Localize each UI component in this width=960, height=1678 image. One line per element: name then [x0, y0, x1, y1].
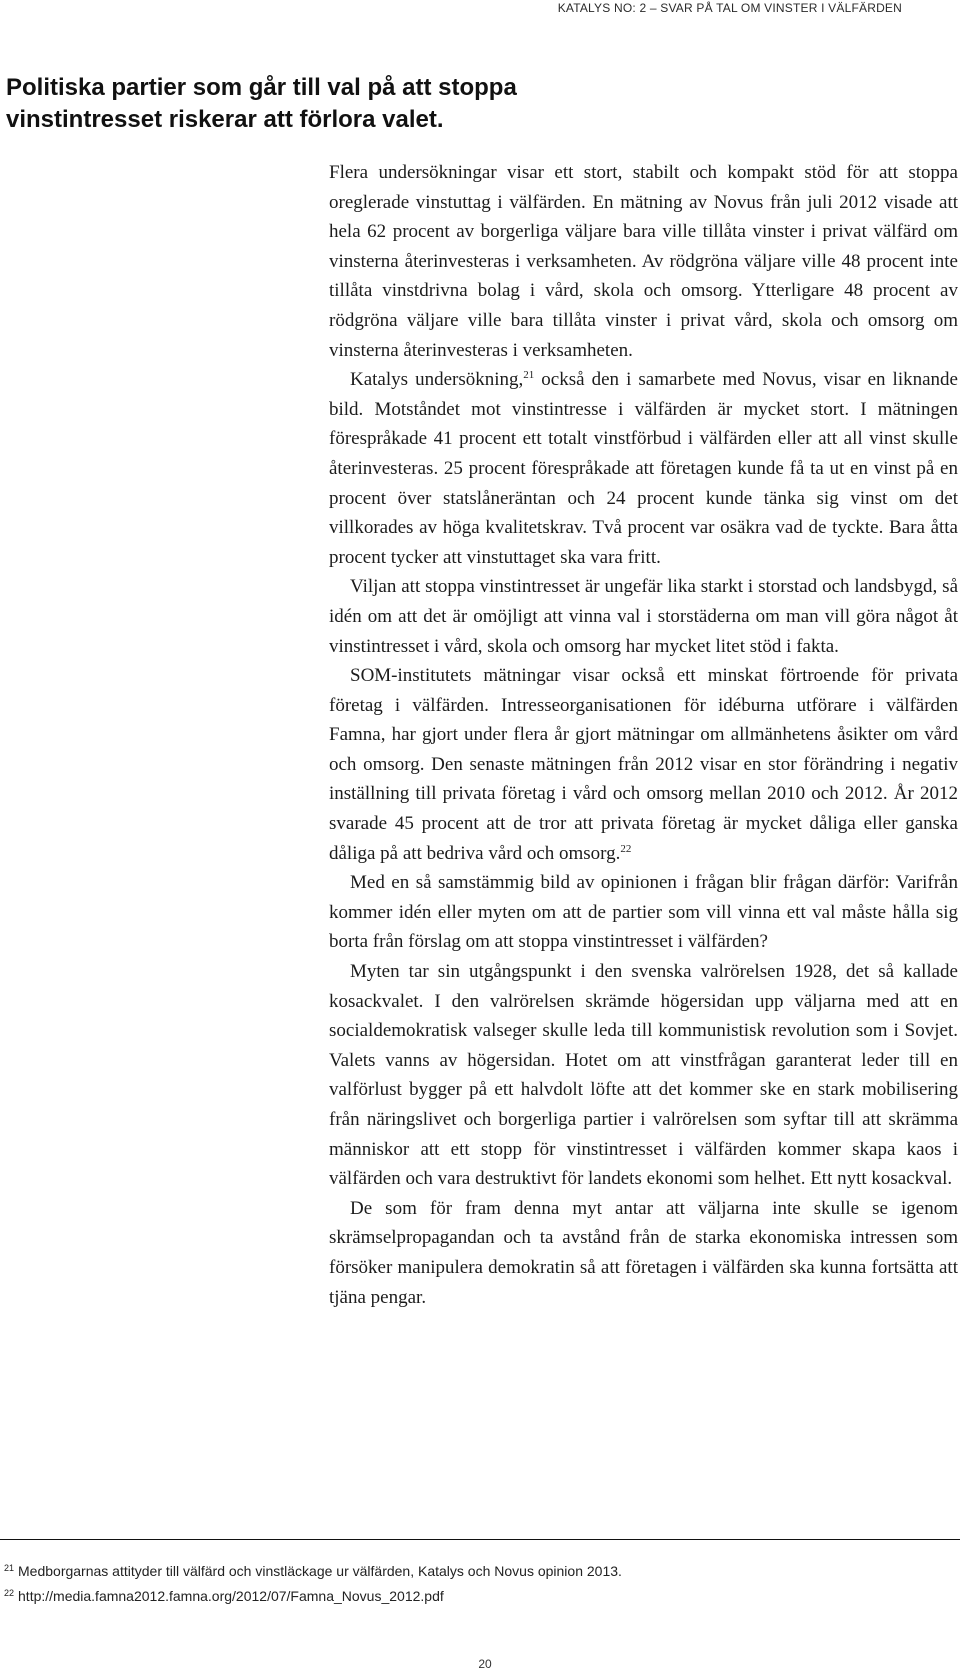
footnotes [4, 1559, 904, 1609]
footnote-ref-22[interactable]: 22 [620, 842, 632, 855]
paragraph-1: Flera undersökningar visar ett stort, stabilt och kompakt stöd för att stoppa oreglerade vinstuttag i välfärden. En mätning av Novus från juli 2012 visade att hela 62 procent av borgerliga väljare bara ville tillåta vinster i privat välfärd om vinsterna återinvesteras i verksamheten. Av rödgröna väljare ville 48 procent inte tillåta vinstdrivna bolag i vård, skola och omsorg. Ytterligare 48 procent av rödgröna väljare ville bara tillåta vinster i privat vård, skola och omsorg om vinsterna återinvesteras i verksamheten. [329, 162, 958, 361]
paragraph-3: Viljan att stoppa vinstintresset är ungefär lika starkt i storstad och landsbygd, så idén om att det är omöjligt att vinna val i storstäderna om man vill göra något åt vinstintresset i vård, skola och omsorg har mycket litet stöd i fakta. [329, 576, 958, 657]
body-text-column [329, 158, 958, 1312]
running-header: KATALYS NO: 2 – SVAR PÅ TAL OM VINSTER I VÄLFÄRDEN [557, 1, 902, 15]
footnote-ref-21[interactable]: 21 [523, 369, 535, 382]
paragraph-2 [329, 365, 958, 572]
footnote-link[interactable]: http://media.famna2012.famna.org/2012/07/Famna_Novus_2012.pdf [18, 1588, 444, 1604]
paragraph-5: Med en så samstämmig bild av opinionen i frågan blir frågan därför: Varifrån kommer idén eller myten om att de partier som vill vinna ett val måste hålla sig borta från förslag om att stoppa vinstintresset i välfärden? [329, 872, 958, 953]
paragraph-2-rest: också den i samarbete med Novus, visar en liknande bild. Motståndet mot vinstintresse i välfärden är mycket stort. I mätningen förespråkade 41 procent ett totalt vinstförbud i välfärden eller att all vinst skulle återinvesteras. 25 procent förespråkade att företagen kunde få ta ut en vinst på en procent över statslåneräntan och 24 procent kunde tänka sig vinst om det villkorades av höga kvalitetskrav. Två procent var osäkra vad de tyckte. Bara åtta procent tycker att vinstuttaget ska vara fritt. [329, 369, 958, 568]
paragraph-6: Myten tar sin utgångspunkt i den svenska valrörelsen 1928, det så kallade kosackvalet. I den valrörelsen skrämde högersidan upp väljarna med att en socialdemokratisk valseger skulle leda till kommunistisk revolution som i Sovjet. Valets vanns av högersidan. Hotet om att vinstfrågan garanterat leder till en valförlust bygger på ett halvdolt löfte att det kommer ske en stark mobilisering från näringslivet och borgerliga partier i valrörelsen som syftar till att skrämma människor att ett stopp för vinstintresset i välfärden kommer skapa kaos i välfärden och vara destruktivt för landets ekonomi som helhet. Ett nytt kosackval. [329, 961, 958, 1190]
page-number: 20 [478, 1657, 492, 1671]
footnote-21 [4, 1559, 904, 1584]
footnote-22 [4, 1584, 904, 1609]
footnote-number: 22 [4, 1588, 15, 1598]
paragraph-4-text: SOM-institutets mätningar visar också ett minskat förtroende för privata företag i välfärden. Intresseorganisationen för idéburna utförare i välfärden Famna, har gjort under flera år gjort mätningar om allmänhetens åsikter om vård och omsorg. Den senaste mätningen från 2012 visar en stor förändring i negativ inställning till privata företag i vård och omsorg mellan 2010 och 2012. År 2012 svarade 45 procent att de tror att privata företag är mycket dåliga eller ganska dåliga på att bedriva vård och omsorg. [329, 665, 958, 864]
section-heading: Politiska partier som går till val på att stoppa vinstintresset riskerar att förlora valet. [6, 74, 517, 133]
paragraph-7: De som för fram denna myt antar att väljarna inte skulle se igenom skrämselpropagandan och ta avstånd från de starka ekonomiska intressen som försöker manipulera demokratin så att företagen i välfärden ska kunna fortsätta att tjäna pengar. [329, 1197, 958, 1308]
paragraph-2-start: Katalys undersökning, [350, 369, 524, 391]
footnote-number: 21 [4, 1563, 15, 1573]
footnote-divider [0, 1539, 960, 1540]
paragraph-4 [329, 661, 958, 868]
footnote-text: Medborgarnas attityder till välfärd och vinstläckage ur välfärden, Katalys och Novus opinion 2013. [18, 1563, 622, 1579]
